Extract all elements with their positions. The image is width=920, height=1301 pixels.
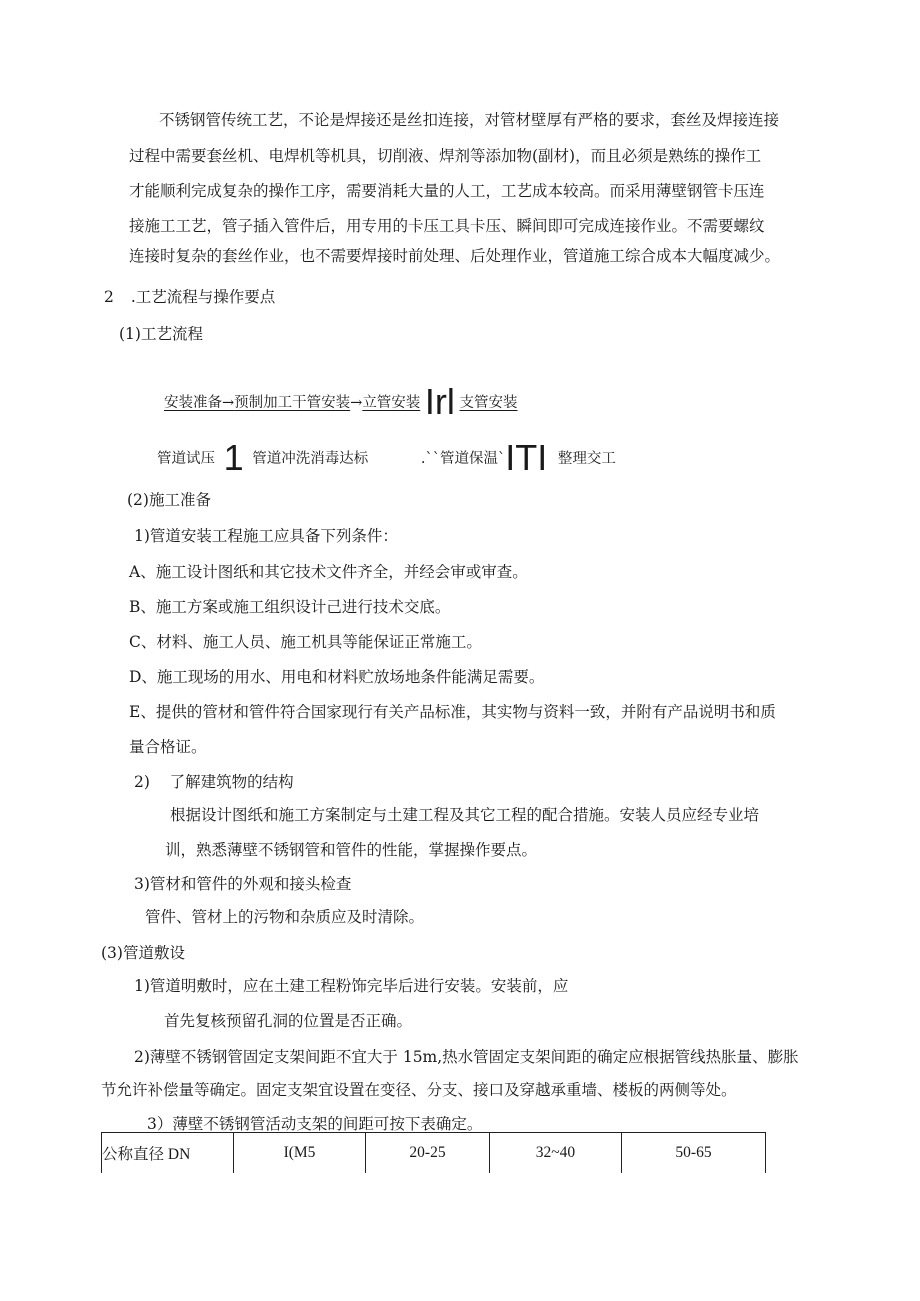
- intro-line-5: 连接时复杂的套丝作业，也不需要焊接时前处理、后处理作业，管道施工综合成本大幅度减少。: [129, 247, 781, 265]
- intro-line-1: 不锈钢管传统工艺，不论是焊接还是丝扣连接，对管材壁厚有严格的要求，套丝及焊接连接: [159, 111, 780, 129]
- section-heading: [104, 287, 275, 307]
- section-number: 2: [104, 288, 114, 306]
- laying-item-1-cont: 首先复核预留孔洞的位置是否正确。: [164, 1012, 413, 1030]
- item-b: B、施工方案或施工组织设计己进行技术交底。: [129, 598, 451, 616]
- paragraph-3-line-1: 管件、管材上的污物和杂质应及时清除。: [145, 908, 425, 926]
- flow-glyph: Irl: [424, 381, 455, 422]
- intro-line-3: 才能顺利完成复杂的操作工序，需要消耗大量的人工，工艺成本较高。而采用薄壁钢管卡压连: [129, 182, 765, 200]
- flow-glyph: ITI: [505, 437, 548, 478]
- item-e-line-2: 量合格证。: [129, 738, 207, 756]
- table-header-cell: 公称直径 DN: [102, 1133, 234, 1174]
- subsection-pipe-laying: (3)管道敷设: [101, 944, 185, 962]
- paragraph-1: 1)管道安装工程施工应具备下列条件：: [134, 527, 398, 545]
- process-flow-row-1: [164, 381, 518, 422]
- laying-item-3: 3）薄壁不锈钢管活动支架的间距可按下表确定。: [147, 1115, 483, 1133]
- process-flow-row-2: [157, 437, 616, 478]
- flow-glyph: 1: [223, 437, 244, 478]
- subsection-process-flow: (1)工艺流程: [119, 325, 203, 343]
- intro-line-4: 接施工工艺，管子插入管件后，用专用的卡压工具卡压、瞬间即可完成连接作业。不需要螺纹: [129, 217, 765, 235]
- laying-item-1: 1)管道明敷时，应在土建工程粉饰完毕后进行安装。安装前，应: [134, 977, 569, 995]
- paragraph-2: 2) 了解建筑物的结构: [134, 773, 294, 791]
- flow-arrow: →: [350, 395, 363, 411]
- laying-item-2-line-1: 2)薄壁不锈钢管固定支架间距不宜大于 15m,热水管固定支架间距的确定应根据管线热胀量、膨胀: [134, 1048, 799, 1066]
- flow-step-riser: 立管安装: [362, 395, 421, 411]
- table-cell: 20-25: [366, 1133, 490, 1174]
- item-c: C、材料、施工人员、施工机具等能保证正常施工。: [129, 633, 482, 651]
- table-cell: 32~40: [490, 1133, 622, 1174]
- item-e-line-1: E、提供的管材和管件符合国家现行有关产品标准，其实物与资料一致，并附有产品说明书和质: [129, 703, 776, 721]
- table-cell: I(M5: [234, 1133, 366, 1174]
- item-a: A、施工设计图纸和其它技术文件齐全，并经会审或审查。: [129, 563, 528, 581]
- flow-step-prepare: 安装准备: [164, 395, 222, 411]
- item-d: D、施工现场的用水、用电和材料贮放场地条件能满足需要。: [129, 668, 545, 686]
- paragraph-3: 3)管材和管件的外观和接头检查: [134, 875, 352, 893]
- flow-step-insulation: .``管道保温`: [420, 451, 506, 467]
- paragraph-2-line-1: 根据设计图纸和施工方案制定与土建工程及其它工程的配合措施。安装人员应经专业培: [170, 806, 760, 824]
- table-row: [102, 1133, 766, 1174]
- subsection-preparation: (2)施工准备: [127, 491, 211, 509]
- support-spacing-table: [101, 1132, 766, 1173]
- table-cell: 50-65: [622, 1133, 766, 1174]
- section-title: .工艺流程与操作要点: [130, 288, 276, 306]
- flow-step-handover: 整理交工: [557, 451, 616, 467]
- paragraph-2-line-2: 训，熟悉薄壁不锈钢管和管件的性能，掌握操作要点。: [165, 841, 538, 859]
- flow-step-branch: 支管安装: [459, 395, 518, 411]
- laying-item-2-line-2: 节允许补偿量等确定。固定支架宜设置在变径、分支、接口及穿越承重墙、楼板的两侧等处。: [101, 1081, 737, 1099]
- flow-arrow: →: [222, 395, 235, 411]
- flow-step-flush: 管道冲洗消毒达标: [252, 451, 369, 467]
- intro-line-2: 过程中需要套丝机、电焊机等机具，切削液、焊剂等添加物(副材)，而且必须是熟练的操作工: [129, 147, 762, 165]
- flow-step-pressure-test: 管道试压: [157, 451, 215, 467]
- flow-step-prefab-main-pipe: 预制加工干管安装: [234, 395, 351, 411]
